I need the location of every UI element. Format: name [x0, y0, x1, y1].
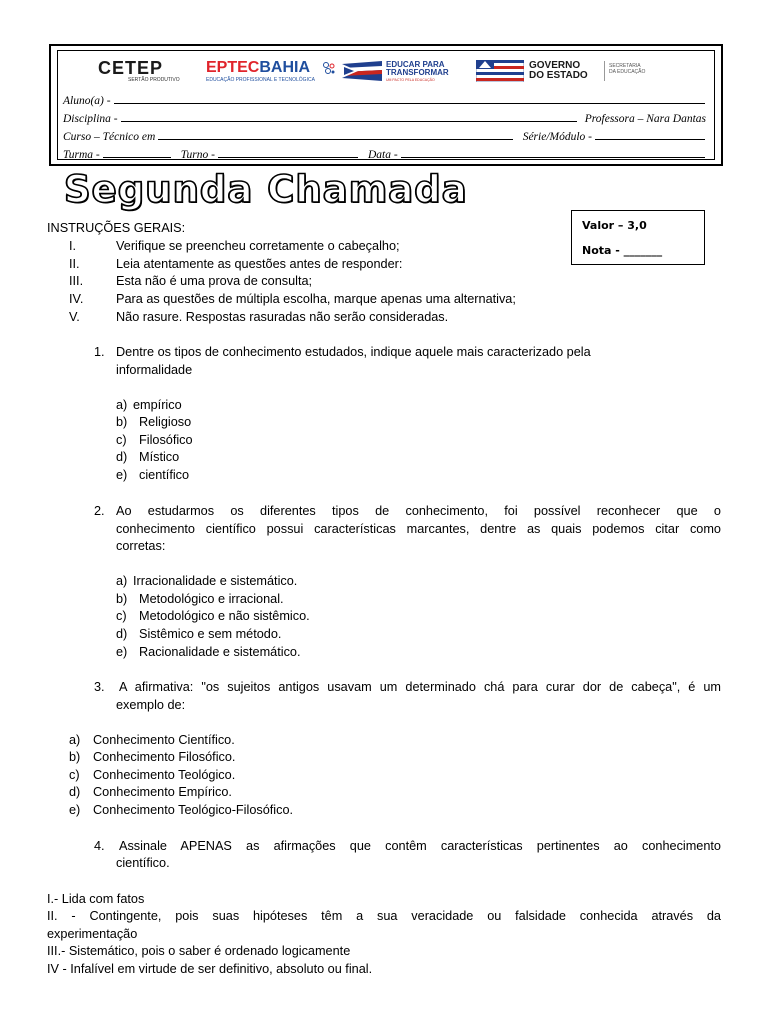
- logo-bar: [58, 51, 714, 91]
- curso-row: [63, 127, 709, 143]
- q3-option-letter[interactable]: d): [69, 785, 81, 799]
- instruction-item: Verifique se preencheu corretamente o cabeçalho;: [116, 239, 400, 253]
- q3-option-letter[interactable]: a): [69, 733, 81, 747]
- header-inner-border: [57, 50, 715, 160]
- educar-flag-icon: [342, 61, 382, 81]
- cetep-logo-subtitle: SERTÃO PRODUTIVO: [128, 77, 180, 83]
- q2-option-letter[interactable]: d): [116, 627, 128, 641]
- valor-label: Valor – 3,0: [582, 219, 647, 232]
- instruction-item: Leia atentamente as questões antes de responder:: [116, 257, 403, 271]
- question-2-number: 2.: [94, 504, 105, 518]
- question-2-line: corretas:: [116, 539, 166, 553]
- eptec-dots-icon: [322, 61, 336, 75]
- q4-statement: I.- Lida com fatos: [47, 892, 145, 906]
- question-3-line: A afirmativa: "os sujeitos antigos usavam um determinado chá para curar dor de cabeça", é um: [119, 680, 721, 694]
- instruction-number: III.: [69, 274, 84, 288]
- curso-field[interactable]: [158, 139, 512, 140]
- question-2-line: conhecimento científico possui características marcantes, dentre as quais podemos citar como: [116, 521, 721, 536]
- serie-label: Série/Módulo -: [522, 131, 592, 143]
- question-1-text: Dentre os tipos de conhecimento estudados, indique aquele mais caracterizado pela: [116, 345, 591, 359]
- disciplina-label: Disciplina -: [63, 113, 118, 125]
- q1-option-letter[interactable]: b): [116, 415, 128, 429]
- page-title: Segunda Chamada: [64, 168, 468, 211]
- q3-option-text: Conhecimento Empírico.: [93, 785, 232, 799]
- instruction-number: I.: [69, 239, 77, 253]
- question-2-text: [116, 503, 721, 556]
- q2-option-text: Metodológico e não sistêmico.: [139, 609, 310, 623]
- q1-option-text: empírico: [133, 398, 182, 412]
- question-4-number: 4.: [94, 839, 105, 853]
- aluno-label: Aluno(a) -: [63, 95, 111, 107]
- instruction-number: V.: [69, 310, 80, 324]
- secretaria-line2: DA EDUCAÇÃO: [609, 69, 646, 75]
- eptec-bahia-logo: [206, 59, 331, 83]
- instruction-number: II.: [69, 257, 80, 271]
- instructions-heading: INSTRUÇÕES GERAIS:: [47, 221, 186, 235]
- q4-statement: [47, 908, 721, 926]
- q4-statement: experimentação: [47, 927, 138, 941]
- cetep-logo-text: CETEP: [98, 58, 164, 78]
- instruction-item: Não rasure. Respostas rasuradas não serão consideradas.: [116, 310, 449, 324]
- question-3-line: exemplo de:: [116, 698, 186, 712]
- question-1-text-cont: informalidade: [116, 363, 193, 377]
- q2-option-text: Irracionalidade e sistemático.: [133, 574, 298, 588]
- question-4-line: científico.: [116, 856, 170, 870]
- governo-logo-divider: [604, 61, 605, 81]
- q2-option-text: Metodológico e irracional.: [139, 592, 284, 606]
- educar-line1: EDUCAR PARA: [386, 60, 445, 69]
- educar-line2: TRANSFORMAR: [386, 68, 449, 77]
- curso-label: Curso – Técnico em: [63, 131, 156, 143]
- professora-label: Professora – Nara Dantas: [584, 113, 706, 125]
- eptec-logo-subtitle: EDUCAÇÃO PROFISSIONAL E TECNOLÓGICA: [206, 77, 315, 83]
- header-fields: [58, 91, 714, 159]
- question-3-number: 3.: [94, 680, 105, 694]
- turno-field[interactable]: [218, 157, 358, 158]
- disciplina-row: [63, 109, 709, 125]
- q1-option-letter[interactable]: a): [116, 398, 128, 412]
- q2-option-letter[interactable]: b): [116, 592, 128, 606]
- aluno-row: [63, 91, 709, 107]
- instruction-number: IV.: [69, 292, 84, 306]
- q4-statement: IV - Infalível em virtude de ser definitivo, absoluto ou final.: [47, 962, 373, 976]
- q1-option-text: Místico: [139, 450, 180, 464]
- question-1-number: 1.: [94, 345, 105, 359]
- data-label: Data -: [367, 149, 398, 161]
- bahia-logo-text: BAHIA: [259, 59, 311, 76]
- aluno-field[interactable]: [114, 103, 705, 104]
- governo-line2: DO ESTADO: [529, 70, 588, 81]
- instruction-item: Para as questões de múltipla escolha, marque apenas uma alternativa;: [116, 292, 516, 306]
- question-2-line: Ao estudarmos os diferentes tipos de conhecimento, foi possível reconhecer que o: [116, 504, 721, 518]
- eptec-logo-text: EPTEC: [206, 59, 260, 76]
- question-4-text: [119, 838, 721, 856]
- q3-option-text: Conhecimento Científico.: [93, 733, 235, 747]
- data-field[interactable]: [401, 157, 705, 158]
- q4-statement-line: II. - Contingente, pois suas hipóteses têm a sua veracidade ou falsidade conhecida através da: [47, 909, 721, 923]
- q2-option-text: Sistêmico e sem método.: [139, 627, 282, 641]
- bahia-flag-icon: [476, 60, 524, 82]
- q2-option-letter[interactable]: c): [116, 609, 127, 623]
- q1-option-letter[interactable]: c): [116, 433, 127, 447]
- q2-option-letter[interactable]: e): [116, 645, 128, 659]
- q3-option-letter[interactable]: b): [69, 750, 81, 764]
- educar-tagline: UM PACTO PELA EDUCAÇÃO: [386, 78, 435, 82]
- q1-option-text: Filosófico: [139, 433, 193, 447]
- score-box: [571, 210, 705, 265]
- q3-option-letter[interactable]: e): [69, 803, 81, 817]
- turno-label: Turno -: [180, 149, 215, 161]
- q3-option-text: Conhecimento Teológico-Filosófico.: [93, 803, 294, 817]
- governo-do-estado-logo: [476, 59, 666, 85]
- q1-option-letter[interactable]: d): [116, 450, 128, 464]
- q3-option-text: Conhecimento Filosófico.: [93, 750, 236, 764]
- serie-field[interactable]: [595, 139, 705, 140]
- question-3-text: [119, 679, 721, 697]
- q3-option-letter[interactable]: c): [69, 768, 80, 782]
- q1-option-letter[interactable]: e): [116, 468, 128, 482]
- question-4-line: Assinale APENAS as afirmações que contêm características pertinentes ao conhecimento: [119, 839, 721, 853]
- turma-label: Turma -: [63, 149, 100, 161]
- educar-para-transformar-logo: [342, 59, 462, 83]
- nota-label: Nota - _______: [582, 244, 663, 257]
- q1-option-text: científico: [139, 468, 190, 482]
- disciplina-field[interactable]: [121, 121, 577, 122]
- turma-field[interactable]: [103, 157, 171, 158]
- q3-option-text: Conhecimento Teológico.: [93, 768, 236, 782]
- cetep-logo: [98, 59, 184, 83]
- governo-line1: GOVERNO: [529, 60, 581, 71]
- instruction-item: Esta não é uma prova de consulta;: [116, 274, 313, 288]
- q2-option-text: Racionalidade e sistemático.: [139, 645, 301, 659]
- q1-option-text: Religioso: [139, 415, 192, 429]
- header-box: [49, 44, 723, 166]
- secretaria-line1: SECRETARIA: [609, 63, 641, 69]
- turma-row: [63, 145, 709, 161]
- q4-statement: III.- Sistemático, pois o saber é ordenado logicamente: [47, 944, 351, 958]
- q2-option-letter[interactable]: a): [116, 574, 128, 588]
